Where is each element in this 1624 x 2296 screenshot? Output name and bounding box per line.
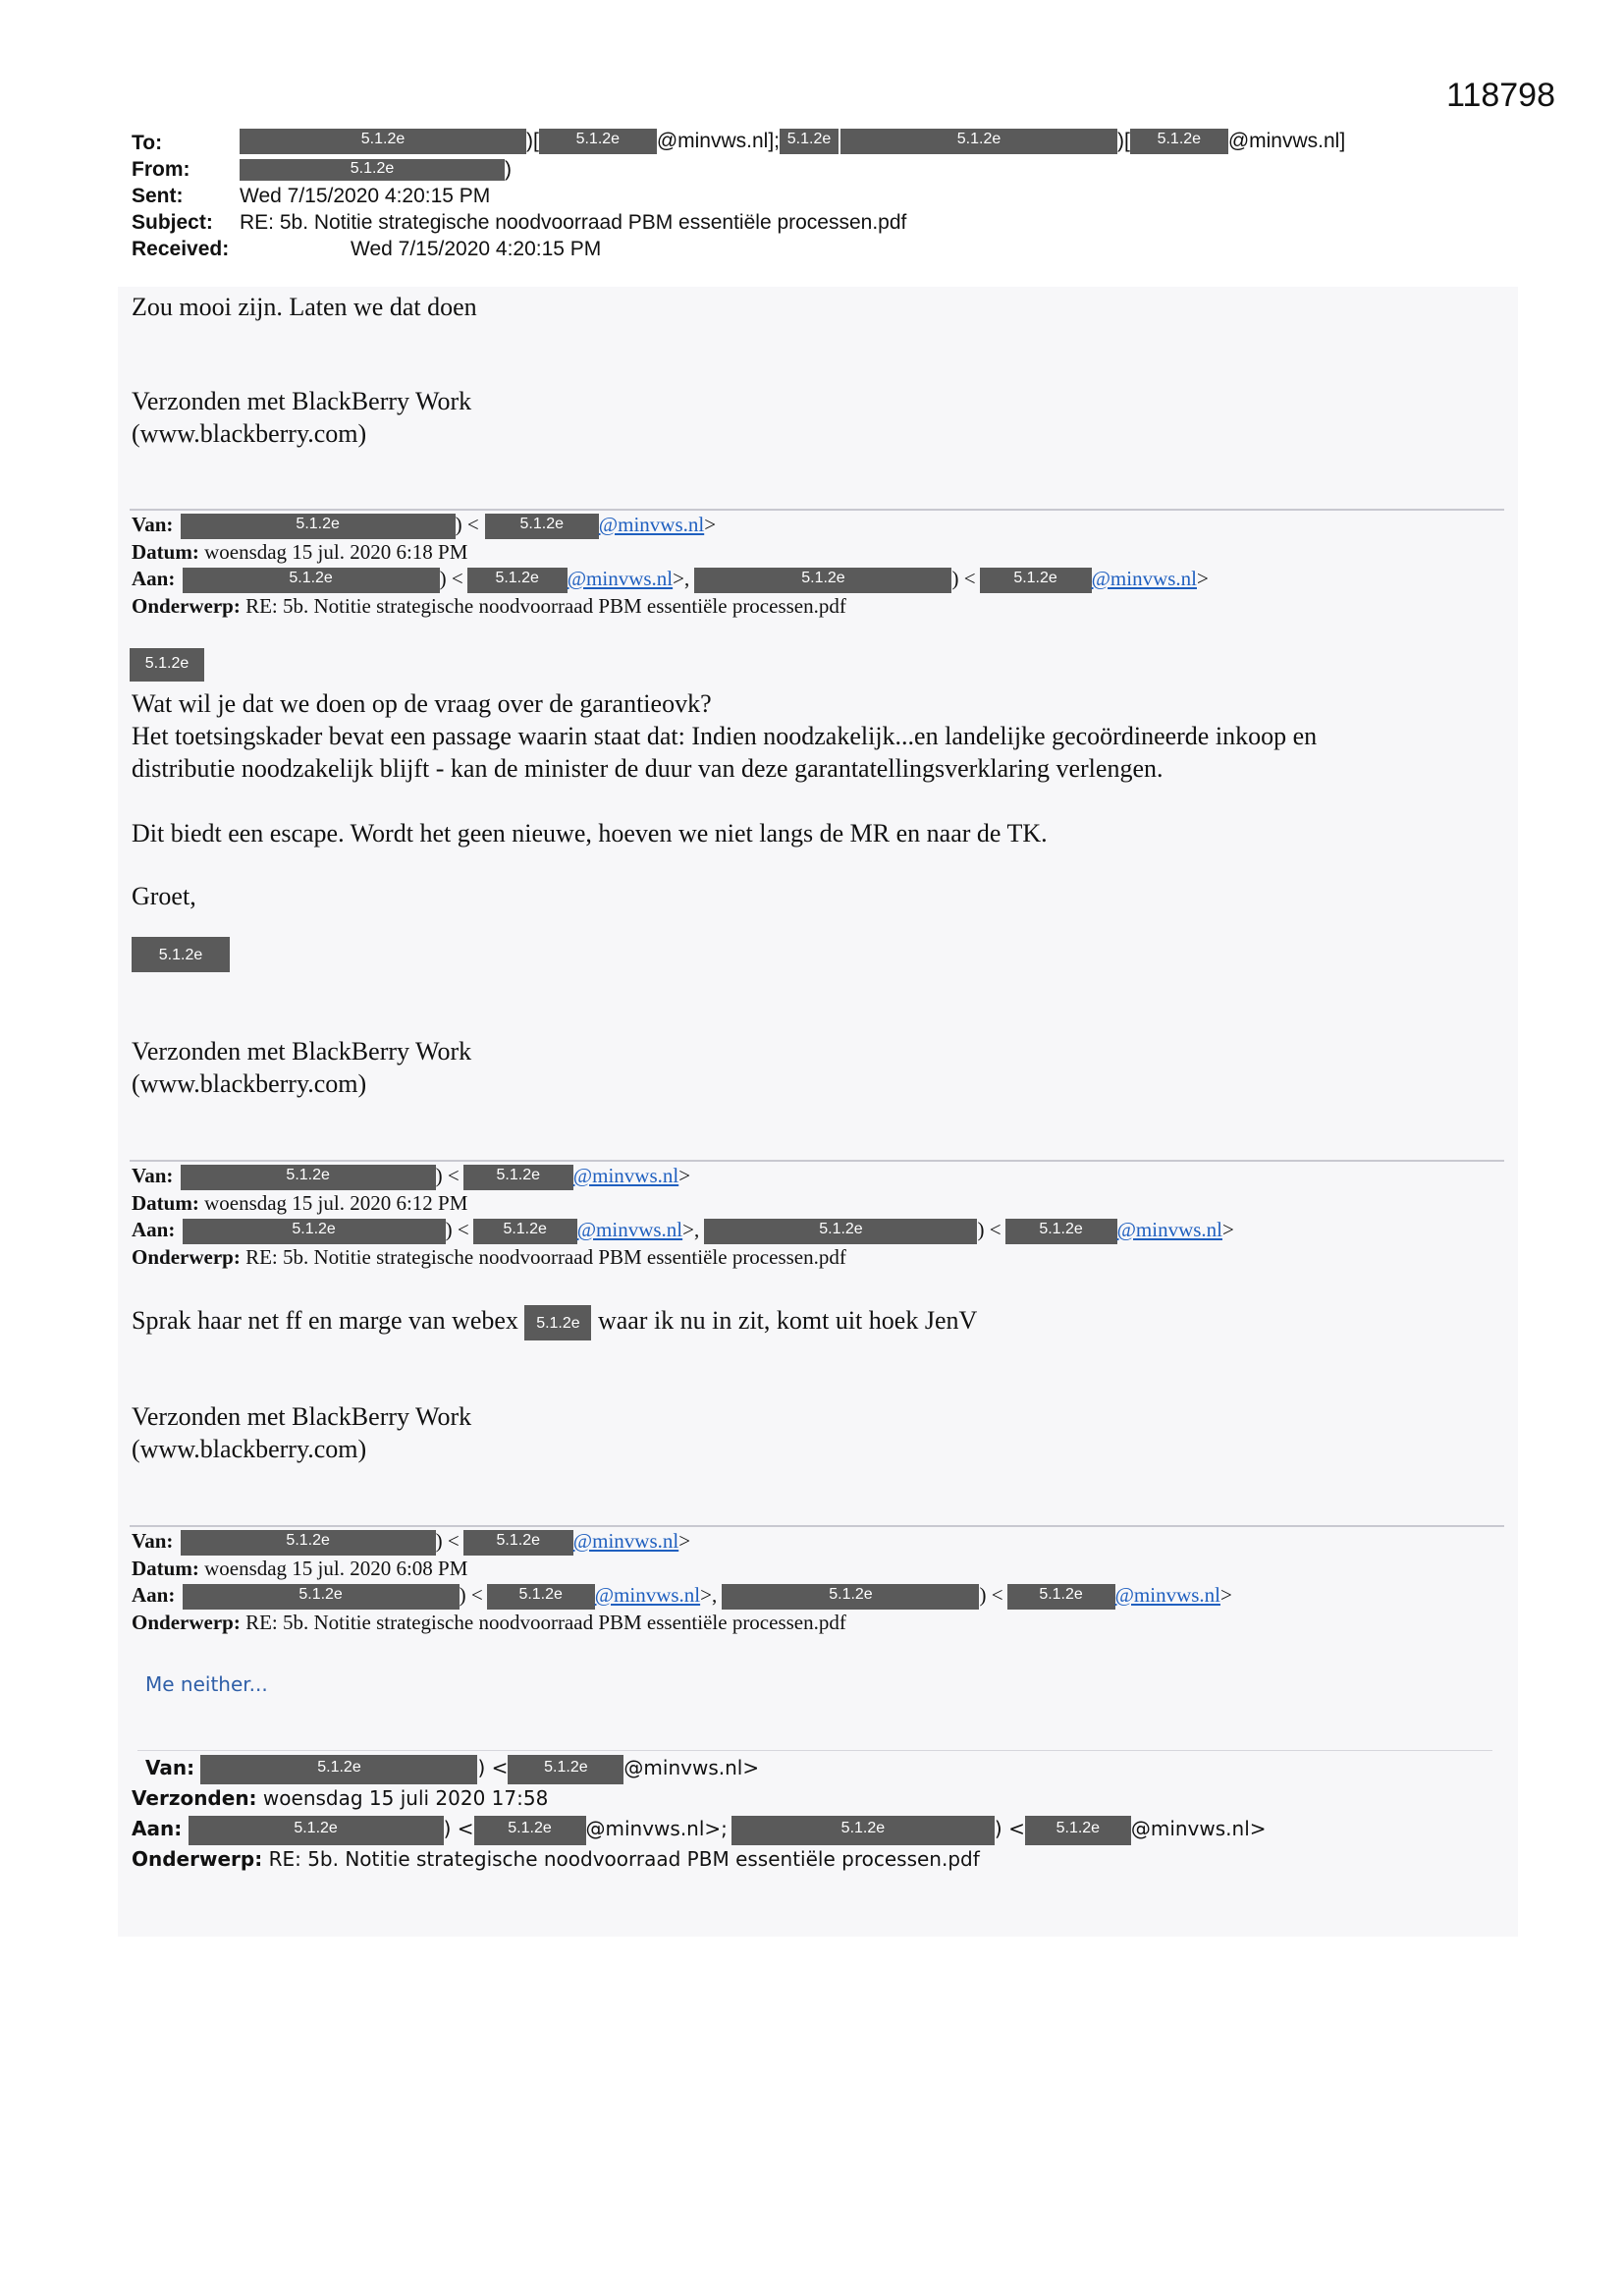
- header-sent-value: Wed 7/15/2020 4:20:15 PM: [240, 185, 491, 207]
- header-received-value: Wed 7/15/2020 4:20:15 PM: [351, 238, 602, 260]
- email-link[interactable]: @minvws.nl: [576, 1218, 683, 1241]
- message-body: Me neither...: [145, 1672, 268, 1696]
- message-line: distributie noodzakelijk blijft - kan de minister de duur van deze garantatellingsverklaring verlengen.: [132, 754, 1164, 783]
- onderwerp-value: RE: 5b. Notitie strategische noodvoorraad PBM essentiële processen.pdf: [245, 594, 846, 618]
- header-subject-row: [132, 209, 213, 236]
- datum-row: [132, 538, 467, 566]
- message-line: [132, 1304, 977, 1340]
- subject-label: Subject:: [132, 211, 213, 234]
- aan-label: Aan:: [132, 1817, 183, 1840]
- message-line: Het toetsingskader bevat een passage waarin staat dat: Indien noodzakelijk...en landelijke gecoördineerde inkoop en: [132, 722, 1318, 750]
- aan-row: Aan: 5.1.2e ) < 5.1.2e @minvws.nl>, 5.1.2e ) < 5.1.2e @minvws.nl>: [132, 1581, 1232, 1610]
- onderwerp-row: [132, 1844, 980, 1875]
- van-label: Van:: [145, 1756, 195, 1779]
- message-line: Groet,: [132, 882, 196, 910]
- van-row: Van: 5.1.2e ) < 5.1.2e @minvws.nl>: [132, 511, 716, 539]
- header-subject-value: RE: 5b. Notitie strategische noodvoorraad PBM essentiële processen.pdf: [240, 211, 907, 234]
- redaction-block: 5.1.2e: [722, 1584, 979, 1610]
- redaction-block: 5.1.2e: [183, 1584, 460, 1610]
- redaction-block: 5.1.2e: [467, 568, 568, 593]
- aan-row: Aan: 5.1.2e ) < 5.1.2e @minvws.nl>; 5.1.2e ) < 5.1.2e @minvws.nl>: [132, 1814, 1267, 1845]
- email-domain: @minvws.nl>;: [585, 1817, 728, 1840]
- onderwerp-label: Onderwerp:: [132, 1847, 263, 1871]
- verzonden-row: [132, 1783, 548, 1814]
- message-line: Wat wil je dat we doen op de vraag over de garantieovk?: [132, 689, 712, 718]
- aan-label: Aan:: [132, 1583, 176, 1607]
- datum-label: Datum:: [132, 1557, 199, 1580]
- redaction-block: 5.1.2e: [240, 129, 526, 154]
- onderwerp-value: RE: 5b. Notitie strategische noodvoorraad PBM essentiële processen.pdf: [245, 1245, 846, 1269]
- aan-label: Aan:: [132, 567, 176, 590]
- datum-value: woensdag 15 jul. 2020 6:18 PM: [204, 540, 468, 564]
- email-link[interactable]: @minvws.nl: [1091, 567, 1197, 590]
- redaction-block: 5.1.2e: [474, 1816, 586, 1845]
- onderwerp-row: [132, 1609, 846, 1636]
- van-row: Van: 5.1.2e ) < 5.1.2e @minvws.nl>: [145, 1753, 759, 1784]
- signature-line: (www.blackberry.com): [132, 1435, 367, 1463]
- redaction-block: 5.1.2e: [1005, 1219, 1117, 1244]
- message-body: Zou mooi zijn. Laten we dat doen: [132, 293, 477, 321]
- separator-rule: [137, 1750, 1492, 1751]
- redaction-block: 5.1.2e: [485, 514, 599, 539]
- onderwerp-row: [132, 1243, 846, 1271]
- redaction-block: 5.1.2e: [181, 1165, 436, 1190]
- redaction-block: 5.1.2e: [524, 1305, 591, 1340]
- datum-row: [132, 1555, 467, 1582]
- from-label: From:: [132, 158, 190, 181]
- van-row: Van: 5.1.2e ) < 5.1.2e @minvws.nl>: [132, 1162, 690, 1190]
- van-label: Van:: [132, 1529, 174, 1553]
- redaction-block: 5.1.2e: [189, 1816, 444, 1845]
- redaction-block: 5.1.2e: [183, 568, 440, 593]
- header-from-row: [132, 156, 190, 183]
- datum-value: woensdag 15 jul. 2020 6:08 PM: [204, 1557, 468, 1580]
- redaction-block: 5.1.2e: [539, 129, 657, 154]
- datum-label: Datum:: [132, 540, 199, 564]
- onderwerp-value: RE: 5b. Notitie strategische noodvoorraad PBM essentiële processen.pdf: [268, 1847, 980, 1871]
- message-text: waar ik nu in zit, komt uit hoek JenV: [597, 1306, 978, 1335]
- email-link[interactable]: @minvws.nl: [598, 513, 705, 536]
- signature-line: Verzonden met BlackBerry Work: [132, 1402, 472, 1431]
- redaction-block: 5.1.2e: [1025, 1816, 1131, 1845]
- email-link[interactable]: @minvws.nl: [572, 1164, 679, 1187]
- redaction-block: 5.1.2e: [840, 129, 1117, 154]
- header-received-row: [132, 236, 229, 262]
- email-link[interactable]: @minvws.nl: [567, 567, 674, 590]
- header-from-values: 5.1.2e ): [240, 156, 512, 183]
- aan-row: Aan: 5.1.2e ) < 5.1.2e @minvws.nl>, 5.1.2e ) < 5.1.2e @minvws.nl>: [132, 565, 1209, 593]
- redaction-block: 5.1.2e: [508, 1755, 623, 1784]
- email-domain: @minvws.nl>: [623, 1756, 760, 1779]
- redaction-block: 5.1.2e: [1130, 129, 1228, 154]
- datum-value: woensdag 15 jul. 2020 6:12 PM: [204, 1191, 468, 1215]
- verzonden-value: woensdag 15 juli 2020 17:58: [262, 1786, 549, 1810]
- redaction-block: 5.1.2e: [780, 129, 839, 154]
- onderwerp-row: [132, 592, 846, 620]
- to-label: To:: [132, 132, 163, 154]
- sender-name-redaction: [132, 937, 230, 972]
- redaction-block: 5.1.2e: [240, 159, 505, 181]
- onderwerp-label: Onderwerp:: [132, 594, 241, 618]
- message-line: Dit biedt een escape. Wordt het geen nieuwe, hoeven we niet langs de MR en naar de TK.: [132, 819, 1048, 847]
- van-label: Van:: [132, 513, 174, 536]
- email-link[interactable]: @minvws.nl: [594, 1583, 701, 1607]
- to-domain-1: @minvws.nl];: [656, 130, 780, 152]
- redaction-block: 5.1.2e: [183, 1219, 446, 1244]
- email-link[interactable]: @minvws.nl: [1116, 1218, 1222, 1241]
- redaction-block: 5.1.2e: [1007, 1584, 1115, 1610]
- redaction-block: 5.1.2e: [463, 1165, 573, 1190]
- redaction-block: 5.1.2e: [181, 514, 456, 539]
- aan-label: Aan:: [132, 1218, 176, 1241]
- recipient-greeting: [130, 648, 204, 682]
- redaction-block: 5.1.2e: [463, 1530, 573, 1556]
- header-sent-row: [132, 183, 184, 209]
- datum-label: Datum:: [132, 1191, 199, 1215]
- signature-line: (www.blackberry.com): [132, 1069, 367, 1098]
- header-to-values: 5.1.2e )[ 5.1.2e @minvws.nl]; 5.1.2e 5.1.2e )[ 5.1.2e @minvws.nl]: [240, 128, 1345, 154]
- datum-row: [132, 1189, 467, 1217]
- redaction-block: 5.1.2e: [694, 568, 951, 593]
- signature-line: Verzonden met BlackBerry Work: [132, 1037, 472, 1066]
- header-to-row: [132, 130, 162, 156]
- onderwerp-value: RE: 5b. Notitie strategische noodvoorraad PBM essentiële processen.pdf: [245, 1611, 846, 1634]
- document-number: 118798: [1446, 77, 1555, 114]
- signature-line: Verzonden met BlackBerry Work: [132, 387, 472, 415]
- redaction-block: 5.1.2e: [181, 1530, 436, 1556]
- received-label: Received:: [132, 238, 230, 260]
- email-link[interactable]: @minvws.nl: [1114, 1583, 1220, 1607]
- aan-row: Aan: 5.1.2e ) < 5.1.2e @minvws.nl>, 5.1.2e ) < 5.1.2e @minvws.nl>: [132, 1216, 1234, 1244]
- message-text: Sprak haar net ff en marge van webex: [132, 1306, 518, 1335]
- redaction-block: 5.1.2e: [704, 1219, 977, 1244]
- van-label: Van:: [132, 1164, 174, 1187]
- redaction-block: 5.1.2e: [487, 1584, 595, 1610]
- redaction-block: 5.1.2e: [200, 1755, 477, 1784]
- verzonden-label: Verzonden:: [132, 1786, 257, 1810]
- sent-label: Sent:: [132, 185, 184, 207]
- onderwerp-label: Onderwerp:: [132, 1245, 241, 1269]
- redaction-block: 5.1.2e: [731, 1816, 995, 1845]
- to-domain-2: @minvws.nl]: [1227, 130, 1346, 152]
- onderwerp-label: Onderwerp:: [132, 1611, 241, 1634]
- redaction-block: 5.1.2e: [980, 568, 1092, 593]
- signature-line: (www.blackberry.com): [132, 419, 367, 448]
- van-row: Van: 5.1.2e ) < 5.1.2e @minvws.nl>: [132, 1527, 690, 1556]
- redaction-block: 5.1.2e: [132, 937, 230, 972]
- redaction-block: 5.1.2e: [473, 1219, 577, 1244]
- redaction-block: 5.1.2e: [130, 648, 204, 682]
- email-link[interactable]: @minvws.nl: [572, 1529, 679, 1553]
- email-domain: @minvws.nl>: [1130, 1817, 1267, 1840]
